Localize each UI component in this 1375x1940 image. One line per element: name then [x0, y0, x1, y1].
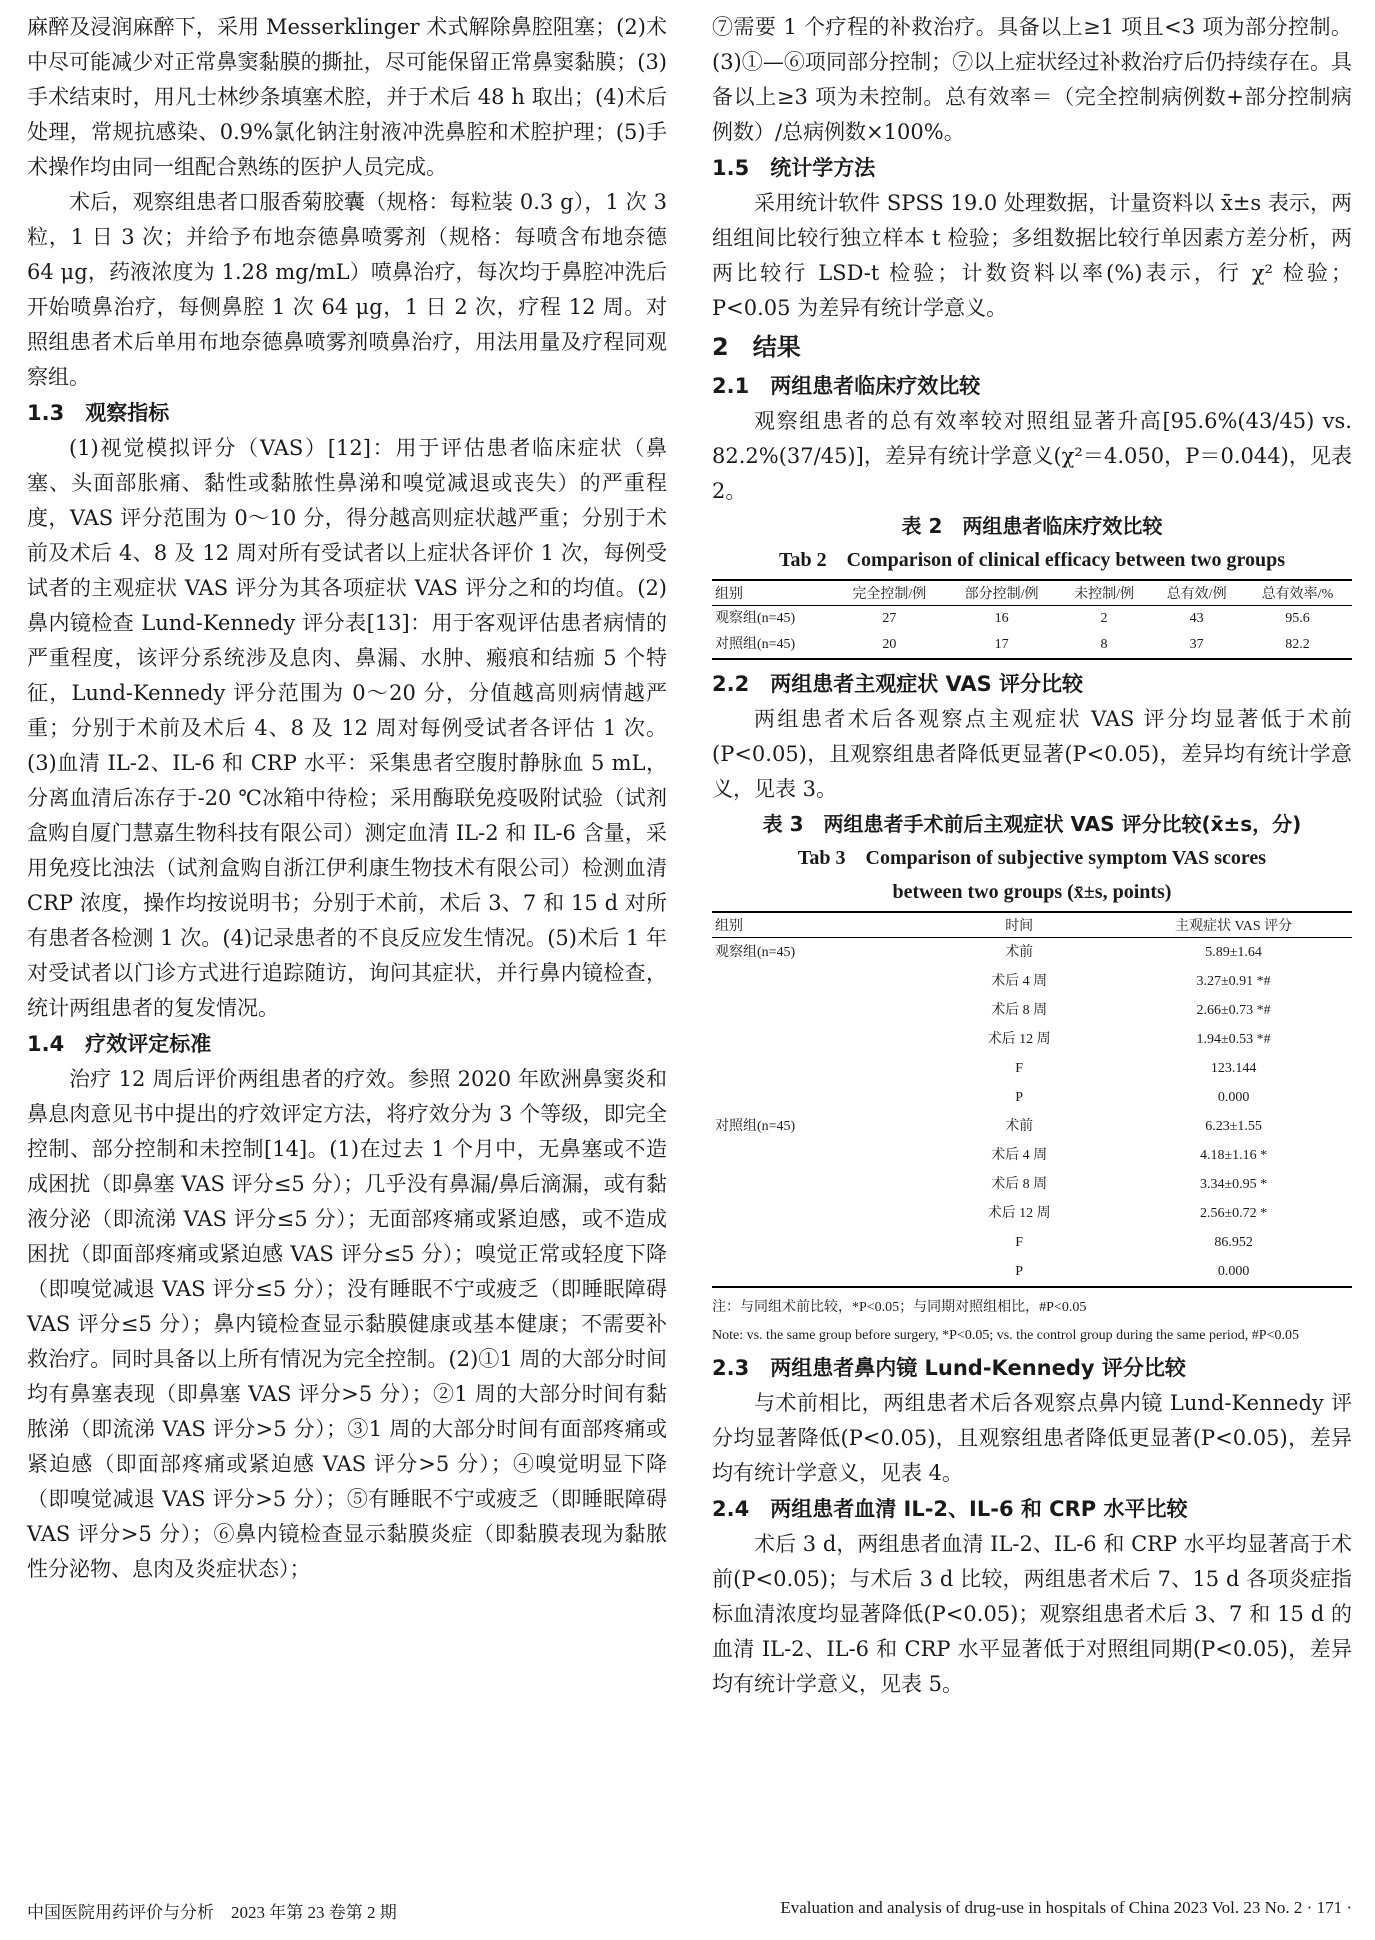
table3-note-cn: 注：与同组术前比较，*P<0.05；与同期对照组相比，#P<0.05	[712, 1300, 1087, 1315]
table-cell: 16	[994, 611, 1009, 626]
table-cell: 对照组(n=45)	[715, 1119, 796, 1134]
footer-journal-cn: 中国医院用药评价与分析 2023 年第 23 卷第 2 期	[27, 1903, 397, 1922]
table-header-row	[712, 912, 1352, 938]
table2	[712, 579, 1352, 660]
table-cell: 术后 8 周	[991, 1177, 1048, 1192]
section-heading-2-2: 2.2 两组患者主观症状 VAS 评分比较	[712, 672, 1084, 696]
table-row	[712, 1199, 1352, 1228]
table3-caption-cn: 表 3 两组患者手术前后主观症状 VAS 评分比较(x̄±s，分)	[762, 812, 1302, 836]
table-cell	[712, 1228, 923, 1257]
table-row	[712, 1141, 1352, 1170]
table3-caption-en-line2: between two groups (x̄±s, points)	[892, 881, 1172, 903]
table-cell: 术后 8 周	[991, 1003, 1048, 1018]
table-cell: 3.34±0.95 *	[1200, 1177, 1268, 1192]
table-cell: 1.94±0.53 *#	[1196, 1032, 1271, 1047]
table-cell: F	[1015, 1235, 1024, 1250]
table-cell	[712, 1257, 923, 1287]
table-cell	[712, 1141, 923, 1170]
table-cell: 4.18±1.16 *	[1200, 1148, 1268, 1163]
table-header-cell: 组别	[715, 919, 743, 934]
table-row	[712, 938, 1352, 968]
table-cell: 对照组(n=45)	[715, 637, 796, 652]
table-cell: F	[1015, 1061, 1024, 1076]
section-heading-2: 2 结果	[712, 333, 801, 361]
table-cell: 观察组(n=45)	[715, 945, 796, 960]
table3-caption-en-line1: Tab 3 Comparison of subjective symptom VAS scores	[797, 847, 1267, 869]
table-cell: 术后 4 周	[991, 1148, 1048, 1163]
table-cell: 27	[882, 611, 897, 626]
section-heading-1-3: 1.3 观察指标	[27, 401, 170, 425]
section-heading-2-3: 2.3 两组患者鼻内镜 Lund-Kennedy 评分比较	[712, 1356, 1186, 1380]
table-cell: 0.000	[1217, 1264, 1250, 1279]
table-header-cell: 主观症状 VAS 评分	[1174, 919, 1293, 934]
section-heading-2-1: 2.1 两组患者临床疗效比较	[712, 374, 981, 398]
table-cell: 术后 12 周	[987, 1206, 1051, 1221]
right-column	[712, 10, 1352, 1702]
table-cell: P	[1015, 1264, 1024, 1279]
table-cell: 0.000	[1217, 1090, 1250, 1105]
table2-caption-en: Tab 2 Comparison of clinical efficacy between two groups	[778, 549, 1286, 571]
table-cell: 123.144	[1210, 1061, 1257, 1076]
table-cell: 术前	[1005, 1119, 1034, 1134]
table-row	[712, 1054, 1352, 1083]
table-cell: 2	[1100, 611, 1108, 626]
table-cell: 观察组(n=45)	[715, 611, 796, 626]
table-row	[712, 1257, 1352, 1287]
table-header-cell: 未控制/例	[1074, 587, 1134, 602]
paragraph-vas-results: 两组患者术后各观察点主观症状 VAS 评分均显著低于术前(P<0.05)，且观察组患者降低更显著(P<0.05)，差异均有统计学意义，见表 3。	[712, 707, 1352, 801]
paragraph-lund-kennedy-results: 与术前相比，两组患者术后各观察点鼻内镜 Lund-Kennedy 评分均显著降低(P<0.05)，且观察组患者降低更显著(P<0.05)，差异均有统计学意义，见表 4。	[712, 1391, 1352, 1485]
table-row	[712, 606, 1352, 633]
table-cell	[712, 1025, 923, 1054]
table-cell	[712, 1170, 923, 1199]
paragraph-efficacy-results: 观察组患者的总有效率较对照组显著升高[95.6%(43/45) vs. 82.2%(37/45)]，差异有统计学意义(χ²＝4.050，P＝0.044)，见表 2。	[712, 409, 1352, 503]
table-cell: 5.89±1.64	[1205, 945, 1262, 960]
table-header-cell: 时间	[1005, 919, 1034, 934]
table-header-cell: 总有效率/%	[1261, 587, 1334, 602]
table-row	[712, 1170, 1352, 1199]
paragraph-postop-treatment: 术后，观察组患者口服香菊胶囊（规格：每粒装 0.3 g），1 次 3 粒，1 日 3 次；并给予布地奈德鼻喷雾剂（规格：每喷含布地奈德 64 μg，药液浓度为 1.28 mg/mL）喷鼻治疗，每次均于鼻腔冲洗后开始喷鼻治疗，每侧鼻腔 1 次 64 μg，1 日 2 次，疗程 12 周。对照组患者术后单用布地奈德鼻喷雾剂喷鼻治疗，用法用量及疗程同观察组。	[27, 190, 667, 389]
table-cell	[712, 1054, 923, 1083]
table-cell	[712, 1199, 923, 1228]
table-cell	[712, 1083, 923, 1112]
paragraph-criteria-continued: ⑦需要 1 个疗程的补救治疗。具备以上≥1 项且<3 项为部分控制。(3)①—⑥项同部分控制；⑦以上症状经过补救治疗后仍持续存在。具备以上≥3 项为未控制。总有效率＝（完全控制病例数+部分控制病例数）/总病例数×100%。	[712, 15, 1352, 144]
paragraph-statistics: 采用统计软件 SPSS 19.0 处理数据，计量资料以 x̄±s 表示，两组组间比较行独立样本 t 检验；多组数据比较行单因素方差分析，两两比较行 LSD-t 检验；计数资料以率(%)表示，行 χ² 检验；P<0.05 为差异有统计学意义。	[712, 191, 1352, 320]
paragraph-observation-indicators: (1)视觉模拟评分（VAS）[12]：用于评估患者临床症状（鼻塞、头面部胀痛、黏性或黏脓性鼻涕和嗅觉减退或丧失）的严重程度，VAS 评分范围为 0～10 分，得分越高则症状越严重；分别于术前及术后 4、8 及 12 周对所有受试者以上症状各评价 1 次，每例受试者的主观症状 VAS 评分为其各项症状 VAS 评分之和的均值。(2)鼻内镜检查 Lund-Kennedy 评分表[13]：用于客观评估患者病情的严重程度，该评分系统涉及息肉、鼻漏、水肿、瘢痕和结痂 5 个特征，Lund-Kennedy 评分范围为 0～20 分，分值越高则病情越严重；分别于术前及术后 4、8 及 12 周对每例受试者各评估 1 次。(3)血清 IL-2、IL-6 和 CRP 水平：采集患者空腹肘静脉血 5 mL，分离血清后冻存于-20 ℃冰箱中待检；采用酶联免疫吸附试验（试剂盒购自厦门慧嘉生物科技有限公司）测定血清 IL-2 和 IL-6 含量，采用免疫比浊法（试剂盒购自浙江伊利康生物技术有限公司）检测血清 CRP 浓度，操作均按说明书；分别于术前，术后 3、7 和 15 d 对所有患者各检测 1 次。(4)记录患者的不良反应发生情况。(5)术后 1 年对受试者以门诊方式进行追踪随访，询问其症状，并行鼻内镜检查，统计两组患者的复发情况。	[27, 436, 667, 1020]
table-cell: 术后 12 周	[987, 1032, 1051, 1047]
table-header-cell: 完全控制/例	[852, 587, 927, 602]
section-heading-1-4: 1.4 疗效评定标准	[27, 1032, 212, 1056]
table-header-cell: 组别	[715, 587, 743, 602]
table-cell: 6.23±1.55	[1205, 1119, 1262, 1134]
table-cell	[712, 967, 923, 996]
paragraph-surgery-steps: 麻醉及浸润麻醉下，采用 Messerklinger 术式解除鼻腔阻塞；(2)术中尽可能减少对正常鼻窦黏膜的撕扯，尽可能保留正常鼻窦黏膜；(3)手术结束时，用凡士林纱条填塞术腔，并于术后 48 h 取出；(4)术后处理，常规抗感染、0.9%氯化钠注射液冲洗鼻腔和术腔护理；(5)手术操作均由同一组配合熟练的医护人员完成。	[27, 15, 667, 179]
table-cell: 术后 4 周	[991, 974, 1048, 989]
table3	[712, 911, 1352, 1288]
table-row	[712, 1228, 1352, 1257]
table-cell: 8	[1100, 637, 1108, 652]
table-row	[712, 996, 1352, 1025]
table-header-row	[712, 580, 1352, 606]
left-column	[27, 10, 667, 1587]
table-cell: 3.27±0.91 *#	[1196, 974, 1271, 989]
table-cell: 2.66±0.73 *#	[1196, 1003, 1271, 1018]
paragraph-serum-results: 术后 3 d，两组患者血清 IL-2、IL-6 和 CRP 水平均显著高于术前(P<0.05)；与术后 3 d 比较，两组患者术后 7、15 d 各项炎症指标血清浓度均显著降低(P<0.05)；观察组患者术后 3、7 和 15 d 的血清 IL-2、IL-6 和 CRP 水平显著低于对照组同期(P<0.05)，差异均有统计学意义，见表 5。	[712, 1532, 1352, 1696]
table-cell: 17	[994, 637, 1009, 652]
table-cell: 86.952	[1214, 1235, 1253, 1250]
section-heading-1-5: 1.5 统计学方法	[712, 156, 876, 180]
table-cell	[712, 996, 923, 1025]
table-cell: 82.2	[1285, 637, 1310, 652]
section-heading-2-4: 2.4 两组患者血清 IL-2、IL-6 和 CRP 水平比较	[712, 1497, 1188, 1521]
table-cell: 37	[1189, 637, 1204, 652]
table-cell: 术前	[1005, 945, 1034, 960]
table-row	[712, 632, 1352, 659]
table-row	[712, 967, 1352, 996]
table-row	[712, 1025, 1352, 1054]
table-cell: 2.56±0.72 *	[1200, 1206, 1268, 1221]
table-row	[712, 1083, 1352, 1112]
table-cell: 95.6	[1285, 611, 1310, 626]
table-cell: P	[1015, 1090, 1024, 1105]
footer-journal-en: Evaluation and analysis of drug-use in hospitals of China 2023 Vol. 23 No. 2 · 171 ·	[780, 1898, 1352, 1917]
table-header-cell: 总有效/例	[1166, 587, 1227, 602]
table-row	[712, 1112, 1352, 1141]
table-cell: 43	[1189, 611, 1204, 626]
table-header-cell: 部分控制/例	[964, 587, 1039, 602]
paragraph-efficacy-criteria: 治疗 12 周后评价两组患者的疗效。参照 2020 年欧洲鼻窦炎和鼻息肉意见书中提出的疗效评定方法，将疗效分为 3 个等级，即完全控制、部分控制和未控制[14]。(1)在过去 1 个月中，无鼻塞或不造成困扰（即鼻塞 VAS 评分≤5 分）；几乎没有鼻漏/鼻后滴漏，或有黏液分泌（即流涕 VAS 评分≤5 分）；无面部疼痛或紧迫感，或不造成困扰（即面部疼痛或紧迫感 VAS 评分≤5 分）；嗅觉正常或轻度下降（即嗅觉减退 VAS 评分≤5 分）；没有睡眠不宁或疲乏（即睡眠障碍 VAS 评分≤5 分）；鼻内镜检查显示黏膜健康或基本健康；不需要补救治疗。同时具备以上所有情况为完全控制。(2)①1 周的大部分时间均有鼻塞表现（即鼻塞 VAS 评分>5 分）；②1 周的大部分时间有黏脓涕（即流涕 VAS 评分>5 分）；③1 周的大部分时间有面部疼痛或紧迫感（即面部疼痛或紧迫感 VAS 评分>5 分）；④嗅觉明显下降（即嗅觉减退 VAS 评分>5 分）；⑤有睡眠不宁或疲乏（即睡眠障碍 VAS 评分>5 分）；⑥鼻内镜检查显示黏膜炎症（即黏膜表现为黏脓性分泌物、息肉及炎症状态）；	[27, 1067, 667, 1581]
table-cell: 20	[882, 637, 897, 652]
table3-note-en: Note: vs. the same group before surgery, *P<0.05; vs. the control group during the same period, #P<0.05	[712, 1328, 1299, 1343]
table2-caption-cn: 表 2 两组患者临床疗效比较	[901, 514, 1163, 538]
